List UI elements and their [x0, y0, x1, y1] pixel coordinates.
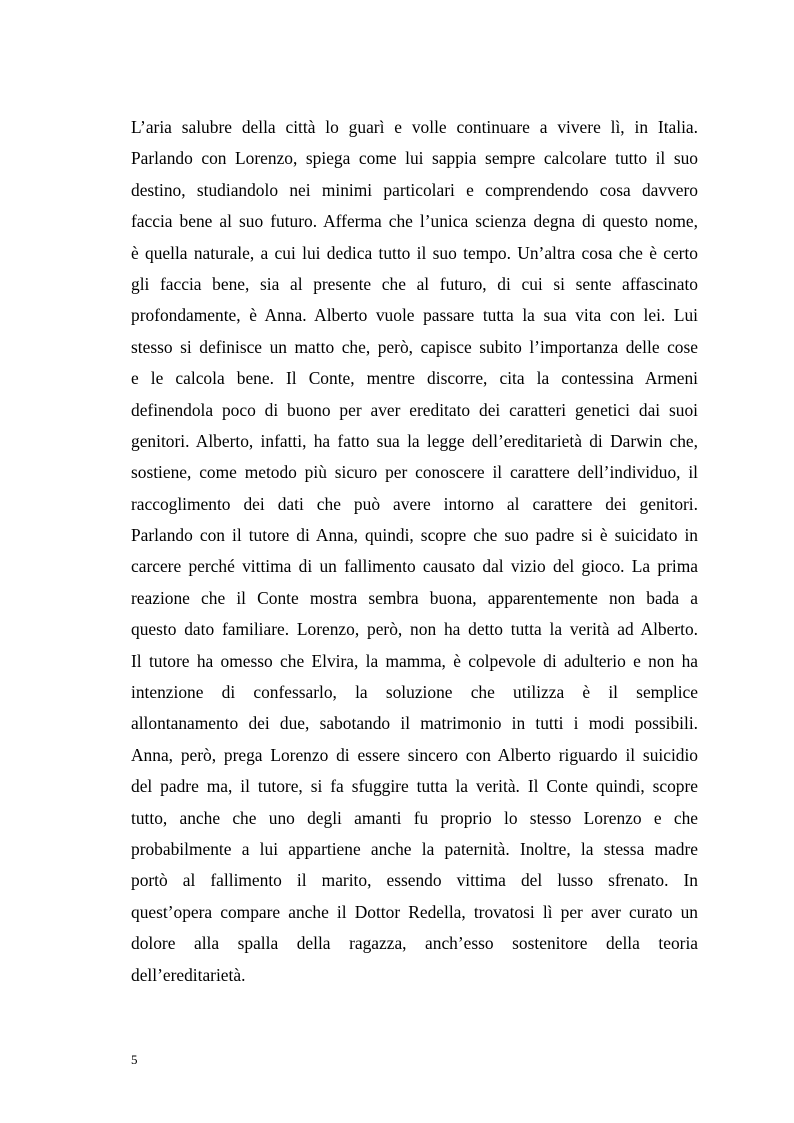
text-line: Parlando con il tutore di Anna, quindi, scopre che suo padre si è suicidato in	[131, 525, 698, 546]
text-line: dell’ereditarietà.	[131, 964, 246, 985]
page-number: 5	[131, 1052, 138, 1067]
text-line: raccoglimento dei dati che può avere intorno al carattere dei genitori.	[131, 493, 698, 514]
text-line: L’aria salubre della città lo guarì e volle continuare a vivere lì, in Italia.	[131, 117, 698, 137]
text-line: Il tutore ha omesso che Elvira, la mamma, è colpevole di adulterio e non ha	[131, 650, 698, 671]
text-line: intenzione di confessarlo, la soluzione che utilizza è il semplice	[131, 682, 698, 703]
text-line: genitori. Alberto, infatti, ha fatto sua la legge dell’ereditarietà di Darwin che,	[131, 430, 698, 451]
text-line: dolore alla spalla della ragazza, anch’esso sostenitore della teoria	[131, 933, 698, 954]
text-line: destino, studiandolo nei minimi particolari e comprendendo cosa davvero	[131, 179, 698, 200]
body-paragraph	[131, 112, 698, 991]
text-line: portò al fallimento il marito, essendo vittima del lusso sfrenato. In	[131, 870, 698, 891]
text-line: questo dato familiare. Lorenzo, però, non ha detto tutta la verità ad Alberto.	[131, 619, 698, 640]
text-line: carcere perché vittima di un fallimento causato dal vizio del gioco. La prima	[131, 556, 698, 577]
text-line: gli faccia bene, sia al presente che al futuro, di cui si sente affascinato	[131, 273, 698, 294]
text-line: reazione che il Conte mostra sembra buona, apparentemente non bada a	[131, 587, 698, 608]
text-line: profondamente, è Anna. Alberto vuole passare tutta la sua vita con lei. Lui	[131, 305, 698, 326]
text-line: allontanamento dei due, sabotando il matrimonio in tutti i modi possibili.	[131, 713, 698, 734]
text-line: Anna, però, prega Lorenzo di essere sincero con Alberto riguardo il suicidio	[131, 744, 698, 765]
text-line: faccia bene al suo futuro. Afferma che l’unica scienza degna di questo nome,	[131, 211, 698, 232]
text-line: probabilmente a lui appartiene anche la paternità. Inoltre, la stessa madre	[131, 838, 698, 859]
text-line: sostiene, come metodo più sicuro per conoscere il carattere dell’individuo, il	[131, 462, 698, 483]
text-line: definendola poco di buono per aver ereditato dei caratteri genetici dai suoi	[131, 399, 698, 420]
text-line: stesso si definisce un matto che, però, capisce subito l’importanza delle cose	[131, 336, 698, 357]
text-line: e le calcola bene. Il Conte, mentre discorre, cita la contessina Armeni	[131, 368, 698, 389]
text-line: del padre ma, il tutore, si fa sfuggire tutta la verità. Il Conte quindi, scopre	[131, 776, 698, 797]
text-line: è quella naturale, a cui lui dedica tutto il suo tempo. Un’altra cosa che è certo	[131, 242, 698, 263]
text-line: quest’opera compare anche il Dottor Redella, trovatosi lì per aver curato un	[131, 901, 698, 922]
text-line: Parlando con Lorenzo, spiega come lui sappia sempre calcolare tutto il suo	[131, 148, 698, 169]
text-line: tutto, anche che uno degli amanti fu proprio lo stesso Lorenzo e che	[131, 807, 698, 828]
